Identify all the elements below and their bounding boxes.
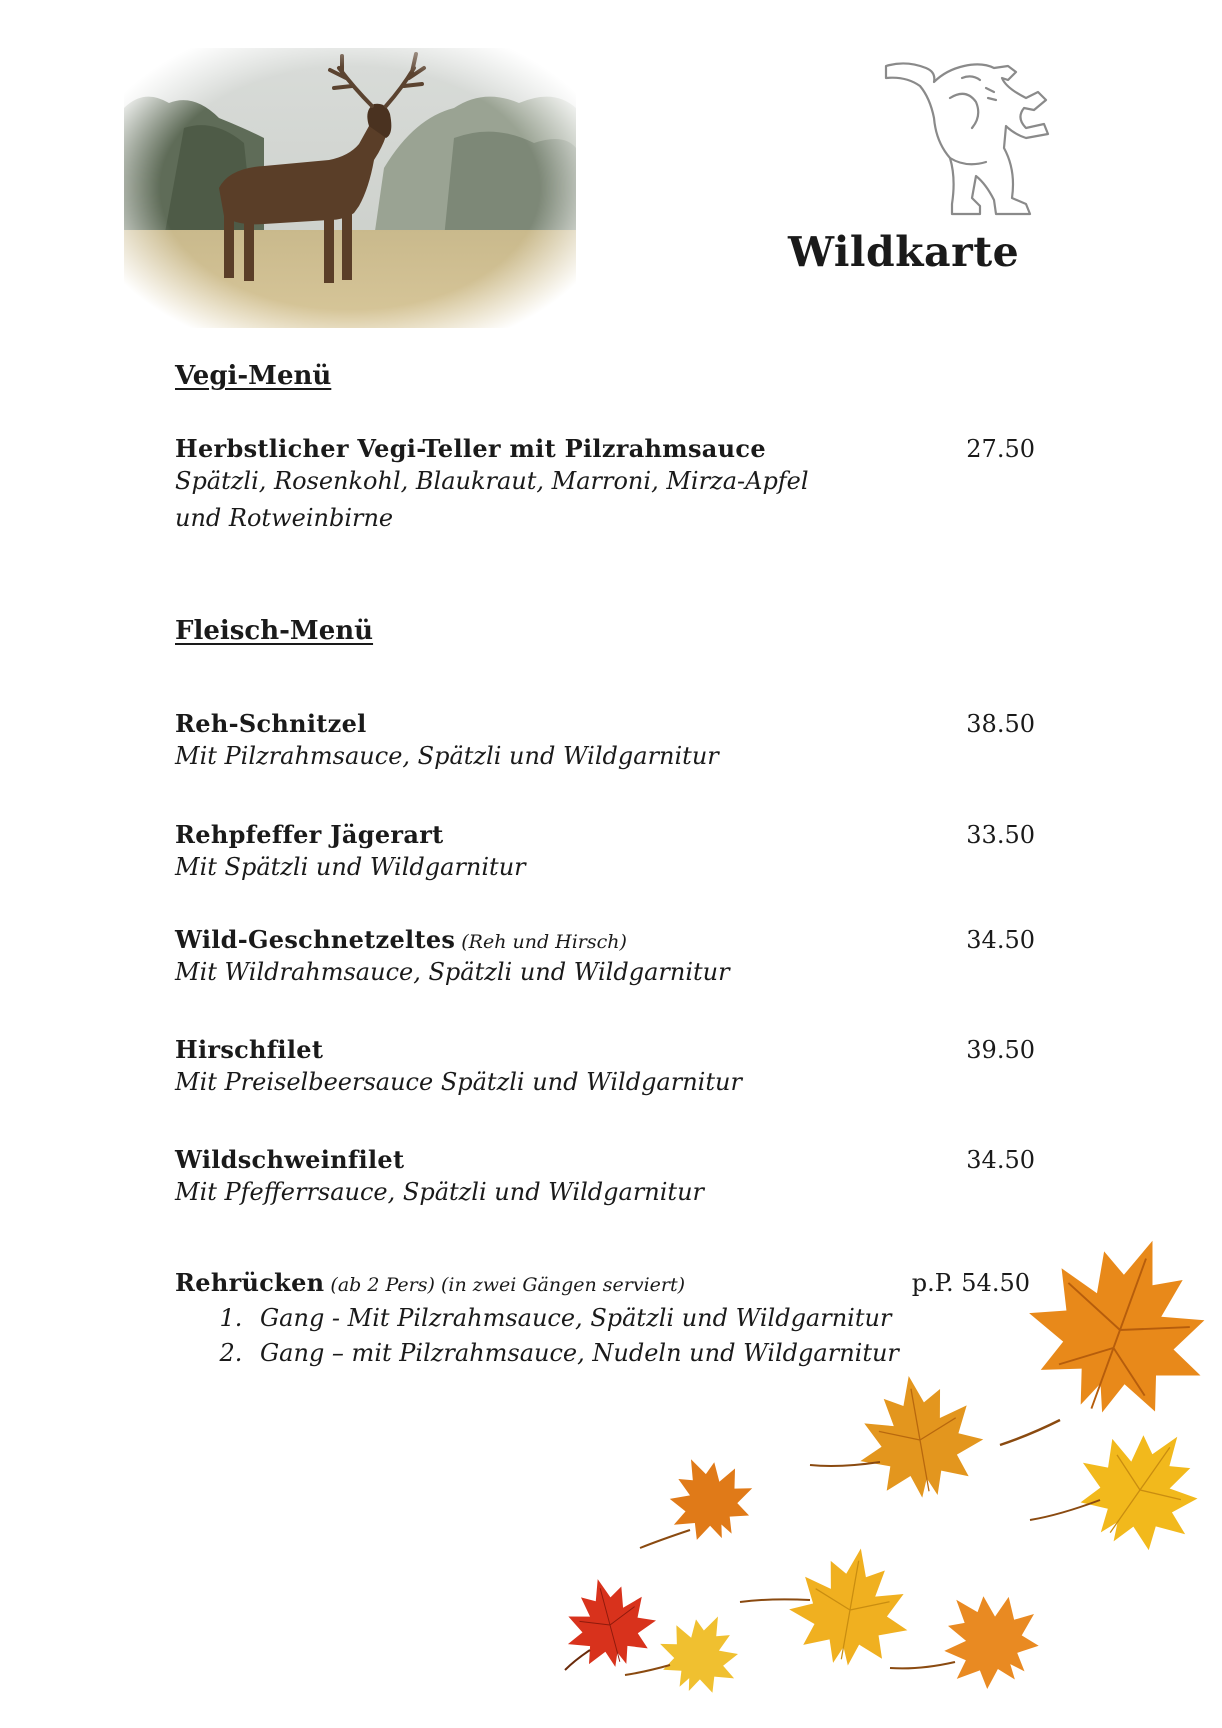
menu-item	[175, 925, 1035, 991]
menu-item	[175, 820, 1035, 886]
dish-price: 39.50	[966, 1036, 1035, 1064]
dish-price: 27.50	[966, 435, 1035, 463]
dish-name: Herbstlicher Vegi-Teller mit Pilzrahmsauce	[175, 434, 766, 463]
dish-name: Wild-Geschnetzeltes	[175, 925, 456, 954]
menu-item	[175, 1145, 1035, 1211]
section-heading-vegi: Vegi-Menü	[175, 361, 332, 391]
dish-price: 34.50	[966, 926, 1035, 954]
dish-description: Mit Pfefferrsauce, Spätzli und Wildgarnitur	[175, 1178, 704, 1206]
section-heading-fleisch: Fleisch-Menü	[175, 616, 374, 646]
dish-name: Hirschfilet	[175, 1035, 324, 1064]
dish-note: (ab 2 Pers) (in zwei Gängen serviert)	[330, 1274, 686, 1296]
menu-item	[175, 434, 1035, 537]
dish-name: Wildschweinfilet	[175, 1145, 405, 1174]
dish-description: Mit Pilzrahmsauce, Spätzli und Wildgarnitur	[175, 742, 719, 770]
dish-name: Rehpfeffer Jägerart	[175, 820, 444, 849]
dish-description: Mit Spätzli und Wildgarnitur	[175, 853, 526, 881]
dish-description: und Rotweinbirne	[175, 504, 394, 532]
deer-photo	[124, 48, 576, 328]
menu-item	[175, 1035, 1035, 1101]
dish-price: 34.50	[966, 1146, 1035, 1174]
dish-name: Rehrücken	[175, 1268, 325, 1297]
autumn-leaves-decoration	[560, 1230, 1222, 1728]
dish-price: 38.50	[966, 710, 1035, 738]
course-item: 2. Gang – mit Pilzrahmsauce, Nudeln und Wildgarnitur	[250, 1336, 1030, 1371]
lion-logo-icon	[876, 58, 1056, 218]
dish-description: Spätzli, Rosenkohl, Blaukraut, Marroni, Mirza-Apfel	[175, 467, 809, 495]
dish-price: p.P. 54.50	[911, 1269, 1030, 1297]
dish-name: Reh-Schnitzel	[175, 709, 367, 738]
dish-price: 33.50	[966, 821, 1035, 849]
dish-note: (Reh und Hirsch)	[461, 931, 627, 953]
menu-item	[175, 709, 1035, 775]
page-title: Wildkarte	[788, 228, 1020, 276]
dish-description: Mit Wildrahmsauce, Spätzli und Wildgarnitur	[175, 958, 730, 986]
course-item: 1. Gang - Mit Pilzrahmsauce, Spätzli und Wildgarnitur	[250, 1301, 1030, 1336]
dish-description: Mit Preiselbeersauce Spätzli und Wildgarnitur	[175, 1068, 742, 1096]
